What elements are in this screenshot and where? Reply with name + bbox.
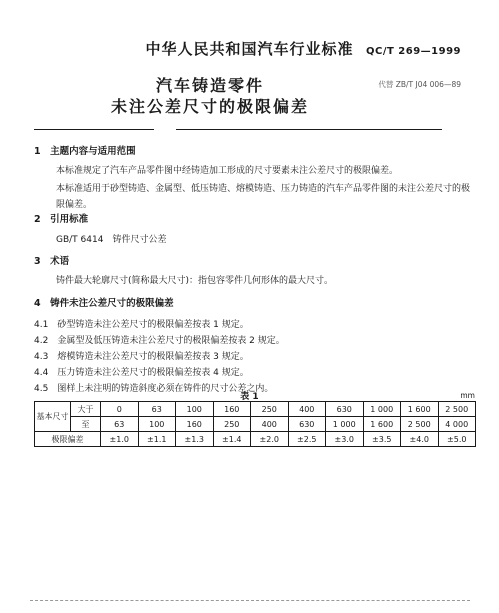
section-heading: 4 铸件未注公差尺寸的极限偏差 [34,298,174,309]
header-rule-left [34,129,154,130]
table-cell: 400 [251,417,289,432]
table-cell: ±1.0 [101,432,139,447]
section-heading: 1 主题内容与适用范围 [34,146,136,157]
table-cell: ±1.4 [213,432,251,447]
table-cell: 630 [326,402,364,417]
table-cell: 4 000 [438,417,476,432]
row-header-deviation: 极限偏差 [35,432,101,447]
paragraph: 本标准规定了汽车产品零件图中经铸造加工形成的尺寸要素未注公差尺寸的极限偏差。 [56,166,399,176]
document-title-line1: 汽车铸造零件 [155,76,264,95]
table-caption: 表 1 [240,392,259,402]
document-title-line2: 未注公差尺寸的极限偏差 [110,97,309,116]
table-cell: 160 [176,417,214,432]
table-cell: ±2.5 [288,432,326,447]
table-cell: 1 000 [326,417,364,432]
table-cell: 160 [213,402,251,417]
table-cell: 2 500 [438,402,476,417]
table-cell: 2 500 [401,417,439,432]
paragraph: 铸件最大轮廓尺寸(简称最大尺寸)：指包容零件几何形体的最大尺寸。 [56,276,334,286]
paragraph: 4.2 金属型及低压铸造未注公差尺寸的极限偏差按表 2 规定。 [34,336,285,346]
paragraph: 4.1 砂型铸造未注公差尺寸的极限偏差按表 1 规定。 [34,320,249,330]
table-cell: ±2.0 [251,432,289,447]
table-cell: 400 [288,402,326,417]
page-bottom-divider [30,600,470,601]
section-heading: 2 引用标准 [34,214,89,225]
table-row [35,417,476,432]
section-heading: 3 术语 [34,256,70,267]
table-cell: ±3.5 [363,432,401,447]
table-cell: ±4.0 [401,432,439,447]
paragraph: 本标准适用于砂型铸造、金属型、低压铸造、熔模铸造、压力铸造的汽车产品零件图的未注公差尺寸的极限偏差。 [56,184,471,210]
row-label-greater-than: 大于 [71,402,101,417]
table-unit: mm [460,391,475,400]
paragraph: 4.3 熔模铸造未注公差尺寸的极限偏差按表 3 规定。 [34,352,249,362]
table-cell: 250 [251,402,289,417]
replaces-note: 代替 ZB/T J04 006—89 [378,80,461,89]
table-row [35,432,476,447]
table-cell: 1 600 [363,417,401,432]
table-cell: ±3.0 [326,432,364,447]
table-cell: 1 600 [401,402,439,417]
table-cell: 250 [213,417,251,432]
table-cell: ±1.1 [138,432,176,447]
tolerance-table [34,401,476,447]
table-cell: 100 [138,417,176,432]
table-cell: 0 [101,402,139,417]
paragraph: 4.5 图样上未注明的铸造斜度必须在铸件的尺寸公差之内。 [34,384,274,394]
table-cell: 630 [288,417,326,432]
table-cell: 1 000 [363,402,401,417]
table-cell: ±5.0 [438,432,476,447]
table-cell: 63 [138,402,176,417]
row-header-basic-size: 基本尺寸 [35,402,71,432]
table-cell: 63 [101,417,139,432]
table-cell: ±1.3 [176,432,214,447]
table-row [35,402,476,417]
standard-number: QC/T 269—1999 [365,46,461,57]
paragraph: 4.4 压力铸造未注公差尺寸的极限偏差按表 4 规定。 [34,368,249,378]
table-cell: 100 [176,402,214,417]
row-label-up-to: 至 [71,417,101,432]
header-rule-right [176,129,442,130]
paragraph: GB/T 6414 铸件尺寸公差 [56,235,167,245]
org-header: 中华人民共和国汽车行业标准 [145,40,354,58]
